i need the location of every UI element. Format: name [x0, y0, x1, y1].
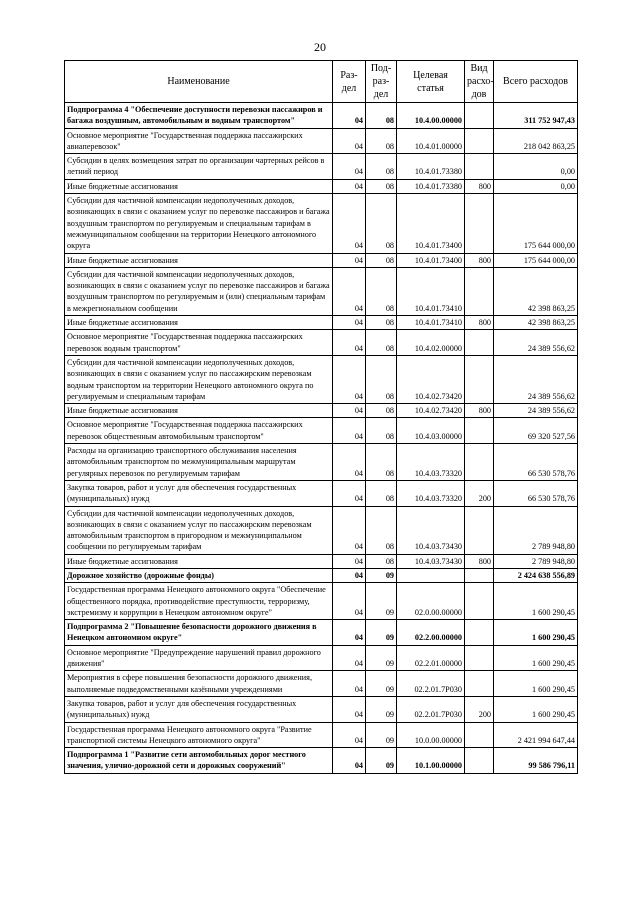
cell-total: 0,00 — [494, 179, 578, 193]
cell-total: 2 789 948,80 — [494, 506, 578, 554]
cell-podrazdel: 09 — [366, 696, 397, 722]
cell-razdel: 04 — [333, 506, 366, 554]
cell-tselevaya-statya: 10.4.01.73380 — [397, 179, 465, 193]
page-number: 20 — [314, 40, 326, 54]
cell-name: Основное мероприятие "Предупреждение нарушений правил дорожного движения" — [65, 645, 333, 671]
cell-tselevaya-statya: 02.2.01.00000 — [397, 645, 465, 671]
cell-name: Подпрограмма 4 "Обеспечение доступности перевозки пассажиров и багажа воздушным, автомобильным и водным транспортом" — [65, 103, 333, 129]
cell-tselevaya-statya: 10.4.03.73320 — [397, 480, 465, 506]
header-total: Всего расходов — [494, 61, 578, 103]
cell-name: Дорожное хозяйство (дорожные фонды) — [65, 568, 333, 582]
cell-name: Государственная программа Ненецкого автономного округа "Развитие транспортной системы Ненецкого автономного округа" — [65, 722, 333, 748]
cell-name: Государственная программа Ненецкого автономного округа "Обеспечение общественного порядка, противодействие преступности, терроризму, экстремизму и коррупции в Ненецком автономном округе" — [65, 583, 333, 620]
table-row — [65, 583, 578, 620]
cell-name: Иные бюджетные ассигнования — [65, 179, 333, 193]
cell-podrazdel: 09 — [366, 583, 397, 620]
cell-razdel: 04 — [333, 444, 366, 481]
cell-razdel: 04 — [333, 722, 366, 748]
cell-podrazdel: 08 — [366, 267, 397, 315]
cell-vid-raskhodov: 800 — [465, 253, 494, 267]
cell-podrazdel: 08 — [366, 418, 397, 444]
header-razdel: Раз- дел — [333, 61, 366, 103]
table-row — [65, 330, 578, 356]
table-row — [65, 506, 578, 554]
cell-razdel: 04 — [333, 103, 366, 129]
cell-podrazdel: 09 — [366, 645, 397, 671]
cell-name: Основное мероприятие "Государственная поддержка пассажирских перевозок водным транспортом" — [65, 330, 333, 356]
cell-tselevaya-statya: 10.4.03.73430 — [397, 506, 465, 554]
table-row — [65, 179, 578, 193]
cell-name: Мероприятия в сфере повышения безопасности дорожного движения, выполняемые подведомственными казёнными учреждениями — [65, 671, 333, 697]
cell-total: 99 586 796,11 — [494, 748, 578, 774]
cell-name: Субсидии для частичной компенсации недополученных доходов, возникающих в связи с оказанием услуг по пассажирским перевозкам автомобильным транспортом в пригородном и межмуниципальном сообщении по регулируемым тарифам — [65, 506, 333, 554]
cell-podrazdel: 08 — [366, 128, 397, 154]
cell-razdel: 04 — [333, 480, 366, 506]
cell-podrazdel: 08 — [366, 355, 397, 403]
cell-tselevaya-statya: 10.4.03.00000 — [397, 418, 465, 444]
cell-name: Закупка товаров, работ и услуг для обеспечения государственных (муниципальных) нужд — [65, 480, 333, 506]
cell-razdel: 04 — [333, 748, 366, 774]
cell-razdel: 04 — [333, 253, 366, 267]
cell-name: Основное мероприятие "Государственная поддержка пассажирских авиаперевозок" — [65, 128, 333, 154]
cell-total: 66 530 578,76 — [494, 480, 578, 506]
budget-table — [64, 60, 578, 774]
cell-podrazdel: 08 — [366, 194, 397, 253]
cell-total: 1 600 290,45 — [494, 620, 578, 646]
cell-tselevaya-statya: 10.4.00.00000 — [397, 103, 465, 129]
cell-razdel: 04 — [333, 128, 366, 154]
table-row — [65, 554, 578, 568]
table-row — [65, 103, 578, 129]
cell-total: 218 042 863,25 — [494, 128, 578, 154]
table-row — [65, 316, 578, 330]
table-row — [65, 444, 578, 481]
cell-name: Расходы на организацию транспортного обслуживания населения автомобильным транспортом по межмуниципальным маршрутам регулярных перевозок по регулируемым тарифам — [65, 444, 333, 481]
cell-vid-raskhodov — [465, 330, 494, 356]
table-row — [65, 722, 578, 748]
cell-total: 66 530 578,76 — [494, 444, 578, 481]
table-row — [65, 128, 578, 154]
cell-total: 2 421 994 647,44 — [494, 722, 578, 748]
cell-podrazdel: 09 — [366, 568, 397, 582]
table-row — [65, 696, 578, 722]
header-tselevaya-statya: Целевая статья — [397, 61, 465, 103]
cell-vid-raskhodov: 800 — [465, 316, 494, 330]
cell-vid-raskhodov — [465, 444, 494, 481]
cell-name: Иные бюджетные ассигнования — [65, 554, 333, 568]
cell-vid-raskhodov — [465, 722, 494, 748]
cell-razdel: 04 — [333, 568, 366, 582]
table-row — [65, 404, 578, 418]
table-row — [65, 480, 578, 506]
cell-tselevaya-statya: 10.4.01.73400 — [397, 253, 465, 267]
cell-razdel: 04 — [333, 179, 366, 193]
table-row — [65, 568, 578, 582]
cell-total: 42 398 863,25 — [494, 267, 578, 315]
cell-vid-raskhodov — [465, 645, 494, 671]
table-row — [65, 418, 578, 444]
cell-podrazdel: 08 — [366, 179, 397, 193]
table-row — [65, 253, 578, 267]
table-row — [65, 645, 578, 671]
cell-vid-raskhodov — [465, 583, 494, 620]
cell-vid-raskhodov — [465, 103, 494, 129]
cell-vid-raskhodov — [465, 671, 494, 697]
cell-podrazdel: 08 — [366, 480, 397, 506]
cell-name: Субсидии для частичной компенсации недополученных доходов, возникающих в связи с оказанием услуг по перевозке пассажиров и багажа воздушным транспортом по регулируемым и (или) специальным тарифам в межрегиональном сообщении — [65, 267, 333, 315]
cell-tselevaya-statya: 10.4.01.73410 — [397, 316, 465, 330]
cell-podrazdel: 08 — [366, 316, 397, 330]
table-row — [65, 748, 578, 774]
cell-podrazdel: 08 — [366, 103, 397, 129]
cell-name: Иные бюджетные ассигнования — [65, 253, 333, 267]
table-row — [65, 154, 578, 180]
cell-vid-raskhodov — [465, 194, 494, 253]
cell-vid-raskhodov — [465, 355, 494, 403]
cell-total: 175 644 000,00 — [494, 194, 578, 253]
cell-podrazdel: 09 — [366, 620, 397, 646]
cell-tselevaya-statya: 02.2.01.7Р030 — [397, 696, 465, 722]
cell-vid-raskhodov — [465, 620, 494, 646]
cell-total: 2 789 948,80 — [494, 554, 578, 568]
cell-podrazdel: 08 — [366, 253, 397, 267]
cell-razdel: 04 — [333, 316, 366, 330]
cell-razdel: 04 — [333, 583, 366, 620]
cell-podrazdel: 09 — [366, 671, 397, 697]
cell-razdel: 04 — [333, 154, 366, 180]
table-row — [65, 671, 578, 697]
cell-vid-raskhodov — [465, 748, 494, 774]
cell-name: Субсидии в целях возмещения затрат по организации чартерных рейсов в летний период — [65, 154, 333, 180]
cell-podrazdel: 08 — [366, 444, 397, 481]
cell-razdel: 04 — [333, 267, 366, 315]
cell-razdel: 04 — [333, 645, 366, 671]
cell-total: 24 389 556,62 — [494, 404, 578, 418]
header-name: Наименование — [65, 61, 333, 103]
cell-vid-raskhodov: 800 — [465, 554, 494, 568]
cell-total: 1 600 290,45 — [494, 583, 578, 620]
cell-vid-raskhodov — [465, 267, 494, 315]
cell-name: Закупка товаров, работ и услуг для обеспечения государственных (муниципальных) нужд — [65, 696, 333, 722]
cell-total: 0,00 — [494, 154, 578, 180]
cell-razdel: 04 — [333, 404, 366, 418]
cell-total: 24 389 556,62 — [494, 355, 578, 403]
cell-podrazdel: 09 — [366, 748, 397, 774]
cell-vid-raskhodov — [465, 506, 494, 554]
table-header-row — [65, 61, 578, 103]
cell-name: Субсидии для частичной компенсации недополученных доходов, возникающих в связи с оказанием услуг по перевозке пассажиров и багажа воздушным транспортом по регулируемым и специальным тарифам в межмуниципальном сообщении на территории Ненецкого автономного округа — [65, 194, 333, 253]
cell-tselevaya-statya: 10.0.00.00000 — [397, 722, 465, 748]
cell-vid-raskhodov: 800 — [465, 179, 494, 193]
cell-razdel: 04 — [333, 554, 366, 568]
cell-razdel: 04 — [333, 355, 366, 403]
cell-name: Основное мероприятие "Государственная поддержка пассажирских перевозок общественным автомобильным транспортом" — [65, 418, 333, 444]
cell-razdel: 04 — [333, 418, 366, 444]
cell-vid-raskhodov: 200 — [465, 480, 494, 506]
cell-tselevaya-statya: 10.4.03.73320 — [397, 444, 465, 481]
cell-vid-raskhodov: 800 — [465, 404, 494, 418]
cell-total: 69 320 527,56 — [494, 418, 578, 444]
cell-total: 42 398 863,25 — [494, 316, 578, 330]
cell-razdel: 04 — [333, 330, 366, 356]
cell-name: Иные бюджетные ассигнования — [65, 404, 333, 418]
cell-total: 311 752 947,43 — [494, 103, 578, 129]
cell-tselevaya-statya: 10.1.00.00000 — [397, 748, 465, 774]
header-vid-raskhodov: Вид расхо- дов — [465, 61, 494, 103]
cell-total: 1 600 290,45 — [494, 696, 578, 722]
cell-tselevaya-statya: 10.4.02.00000 — [397, 330, 465, 356]
cell-total: 175 644 000,00 — [494, 253, 578, 267]
cell-total: 1 600 290,45 — [494, 671, 578, 697]
cell-podrazdel: 08 — [366, 506, 397, 554]
table-row — [65, 194, 578, 253]
cell-name: Подпрограмма 1 "Развитие сети автомобильных дорог местного значения, улично-дорожной сети и дорожных сооружений" — [65, 748, 333, 774]
cell-name: Иные бюджетные ассигнования — [65, 316, 333, 330]
cell-vid-raskhodov: 200 — [465, 696, 494, 722]
cell-tselevaya-statya: 02.2.00.00000 — [397, 620, 465, 646]
cell-vid-raskhodov — [465, 418, 494, 444]
cell-tselevaya-statya — [397, 568, 465, 582]
cell-razdel: 04 — [333, 620, 366, 646]
cell-podrazdel: 09 — [366, 722, 397, 748]
cell-razdel: 04 — [333, 194, 366, 253]
cell-total: 2 424 638 556,89 — [494, 568, 578, 582]
cell-tselevaya-statya: 10.4.01.73380 — [397, 154, 465, 180]
cell-vid-raskhodov — [465, 568, 494, 582]
cell-total: 1 600 290,45 — [494, 645, 578, 671]
cell-total: 24 389 556,62 — [494, 330, 578, 356]
cell-tselevaya-statya: 10.4.01.00000 — [397, 128, 465, 154]
table-row — [65, 267, 578, 315]
cell-razdel: 04 — [333, 671, 366, 697]
cell-name: Субсидии для частичной компенсации недополученных доходов, возникающих в связи с оказанием услуг по пассажирским перевозкам водным транспортом на территории Ненецкого автономного округа по регулируемым и специальным тарифам — [65, 355, 333, 403]
header-podrazdel: Под- раз- дел — [366, 61, 397, 103]
table-row — [65, 620, 578, 646]
cell-tselevaya-statya: 10.4.01.73400 — [397, 194, 465, 253]
cell-razdel: 04 — [333, 696, 366, 722]
cell-name: Подпрограмма 2 "Повышение безопасности дорожного движения в Ненецком автономном округе" — [65, 620, 333, 646]
table-row — [65, 355, 578, 403]
cell-podrazdel: 08 — [366, 330, 397, 356]
cell-podrazdel: 08 — [366, 404, 397, 418]
cell-vid-raskhodov — [465, 154, 494, 180]
cell-tselevaya-statya: 02.0.00.00000 — [397, 583, 465, 620]
cell-tselevaya-statya: 02.2.01.7Р030 — [397, 671, 465, 697]
cell-tselevaya-statya: 10.4.03.73430 — [397, 554, 465, 568]
cell-podrazdel: 08 — [366, 154, 397, 180]
cell-vid-raskhodov — [465, 128, 494, 154]
cell-tselevaya-statya: 10.4.02.73420 — [397, 404, 465, 418]
cell-podrazdel: 08 — [366, 554, 397, 568]
cell-tselevaya-statya: 10.4.01.73410 — [397, 267, 465, 315]
cell-tselevaya-statya: 10.4.02.73420 — [397, 355, 465, 403]
